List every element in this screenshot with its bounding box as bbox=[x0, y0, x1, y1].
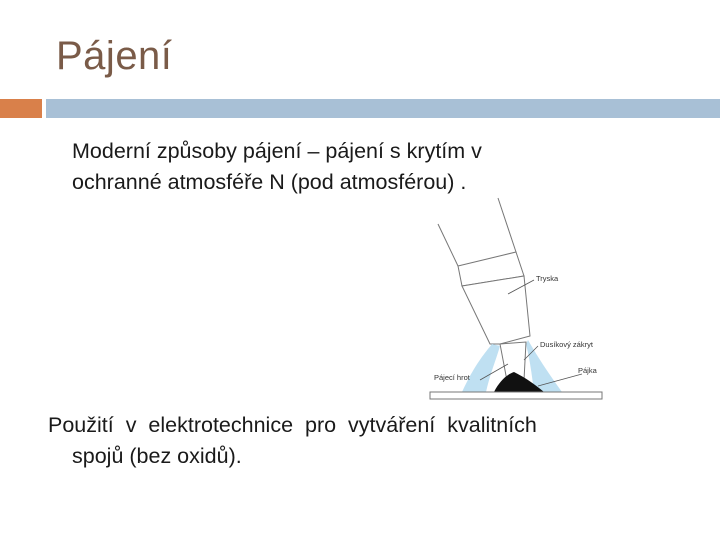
accent-bar-orange bbox=[0, 99, 42, 118]
intro-paragraph bbox=[72, 136, 652, 198]
soldering-diagram bbox=[428, 194, 608, 406]
slide-title: Pájení bbox=[56, 34, 173, 78]
label-solder: Pájka bbox=[578, 366, 597, 375]
label-nitrogen-shield: Dusíkový zákryt bbox=[540, 340, 593, 349]
usage-paragraph bbox=[48, 410, 688, 472]
usage-line-1: Použití v elektrotechnice pro vytváření kvalitních bbox=[48, 413, 537, 437]
intro-line-1: Moderní způsoby pájení – pájení s krytím v bbox=[72, 139, 482, 163]
intro-line-2: ochranné atmosféře N (pod atmosférou) . bbox=[72, 170, 467, 194]
label-soldering-tip: Pájecí hrot bbox=[434, 373, 470, 382]
board bbox=[430, 392, 602, 399]
accent-bar-blue bbox=[46, 99, 720, 118]
usage-line-2: spojů (bez oxidů). bbox=[72, 444, 242, 468]
nozzle-body bbox=[458, 252, 530, 344]
label-nozzle: Tryska bbox=[536, 274, 559, 283]
